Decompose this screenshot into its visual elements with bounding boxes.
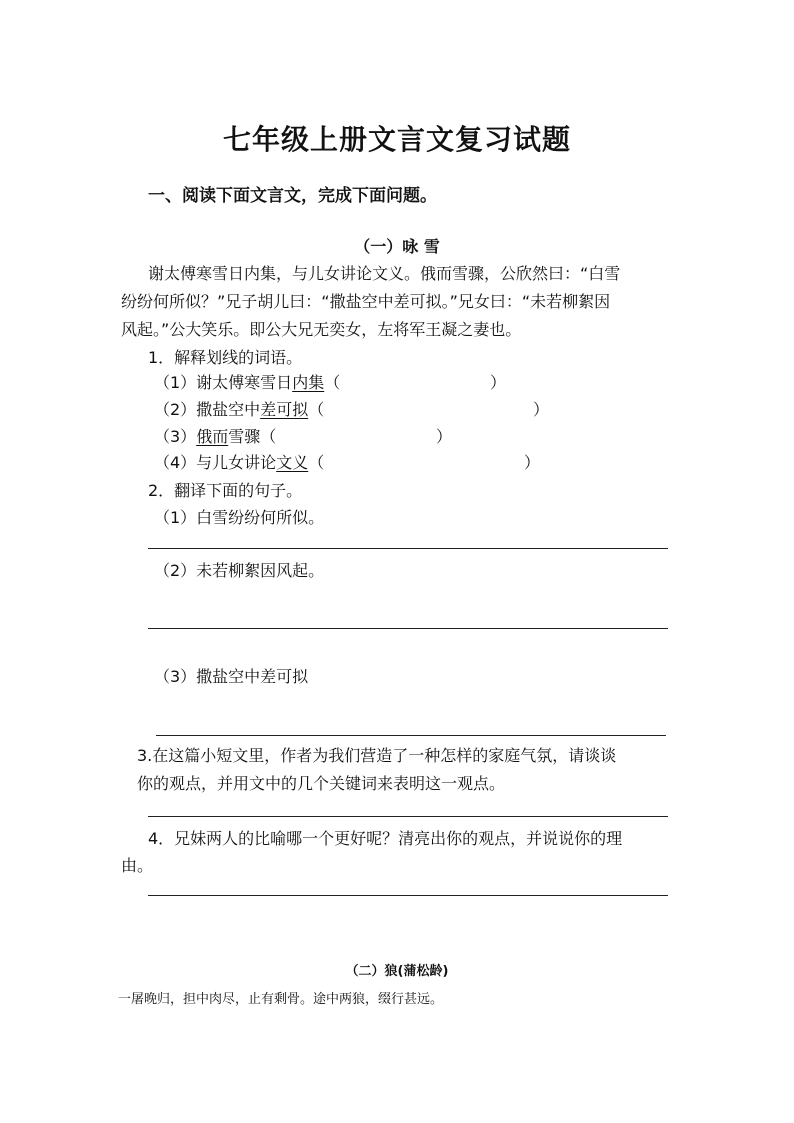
section-heading: 一、阅读下面文言文，完成下面问题。 bbox=[148, 186, 437, 206]
q1-item-2-open-paren: （ bbox=[308, 400, 325, 419]
question-3-line-2: 你的观点，并用文中的几个关键词来表明这一观点。 bbox=[137, 774, 506, 793]
q1-item-1-close-paren: ） bbox=[490, 373, 507, 392]
q1-item-4-close-paren: ） bbox=[524, 453, 541, 472]
q1-item-4-underlined-word: 文义 bbox=[276, 453, 309, 472]
passage-line-1: 谢太傅寒雪日内集，与儿女讲论文义。俄而雪骤，公欣然曰：“白雪 bbox=[148, 264, 621, 283]
q1-item-3-suffix: 雪骤 bbox=[228, 427, 261, 446]
q1-item-3 bbox=[154, 424, 276, 447]
q1-item-2-close-paren: ） bbox=[533, 400, 550, 419]
question-4-line-1: 4．兄妹两人的比喻哪一个更好呢？清亮出你的观点，并说说你的理 bbox=[148, 829, 623, 848]
answer-line bbox=[148, 895, 668, 896]
q1-item-1-underlined-word: 内集 bbox=[292, 373, 325, 392]
answer-line bbox=[148, 628, 668, 629]
page-title: 七年级上册文言文复习试题 bbox=[222, 123, 571, 156]
part1-heading: （一）咏 雪 bbox=[354, 237, 440, 256]
q1-item-2 bbox=[154, 397, 324, 420]
q1-item-3-open-paren: （ bbox=[260, 427, 277, 446]
q1-item-4-prefix: （4）与儿女讲论 bbox=[154, 453, 277, 472]
q1-item-3-underlined-word: 俄而 bbox=[196, 427, 229, 446]
answer-line bbox=[156, 735, 666, 736]
q1-item-1 bbox=[154, 370, 340, 393]
q1-item-1-prefix: （1）谢太傅寒雪日 bbox=[154, 373, 293, 392]
q2-item-1: （1）白雪纷纷何所似。 bbox=[154, 508, 325, 527]
q1-item-3-prefix: （3） bbox=[154, 427, 197, 446]
passage-line-3: 风起。”公大笑乐。即公大兄无奕女，左将军王凝之妻也。 bbox=[121, 320, 522, 339]
part2-heading: （二）狼(蒲松龄) bbox=[345, 964, 449, 979]
part2-passage: 一屠晚归，担中肉尽，止有剩骨。途中两狼，缀行甚远。 bbox=[118, 992, 444, 1007]
q1-item-2-prefix: （2）撒盐空中 bbox=[154, 400, 261, 419]
q2-item-2: （2）未若柳絮因风起。 bbox=[154, 561, 325, 580]
q1-item-1-open-paren: （ bbox=[324, 373, 341, 392]
answer-line bbox=[148, 548, 668, 549]
passage-line-2: 纷纷何所似？”兄子胡儿曰：“撒盐空中差可拟。”兄女曰：“未若柳絮因 bbox=[121, 292, 611, 311]
question-4-line-2: 由。 bbox=[121, 856, 154, 875]
q1-item-4 bbox=[154, 450, 324, 473]
answer-line bbox=[148, 816, 668, 817]
q1-item-4-open-paren: （ bbox=[308, 453, 325, 472]
question-1-label: 1．解释划线的词语。 bbox=[148, 348, 303, 367]
question-3-line-1: 3.在这篇小短文里，作者为我们营造了一种怎样的家庭气氛，请谈谈 bbox=[137, 746, 617, 765]
question-2-label: 2．翻译下面的句子。 bbox=[148, 481, 303, 500]
q2-item-3: （3）撒盐空中差可拟 bbox=[154, 667, 309, 686]
q1-item-2-underlined-word: 差可拟 bbox=[260, 400, 309, 419]
q1-item-3-close-paren: ） bbox=[436, 427, 453, 446]
